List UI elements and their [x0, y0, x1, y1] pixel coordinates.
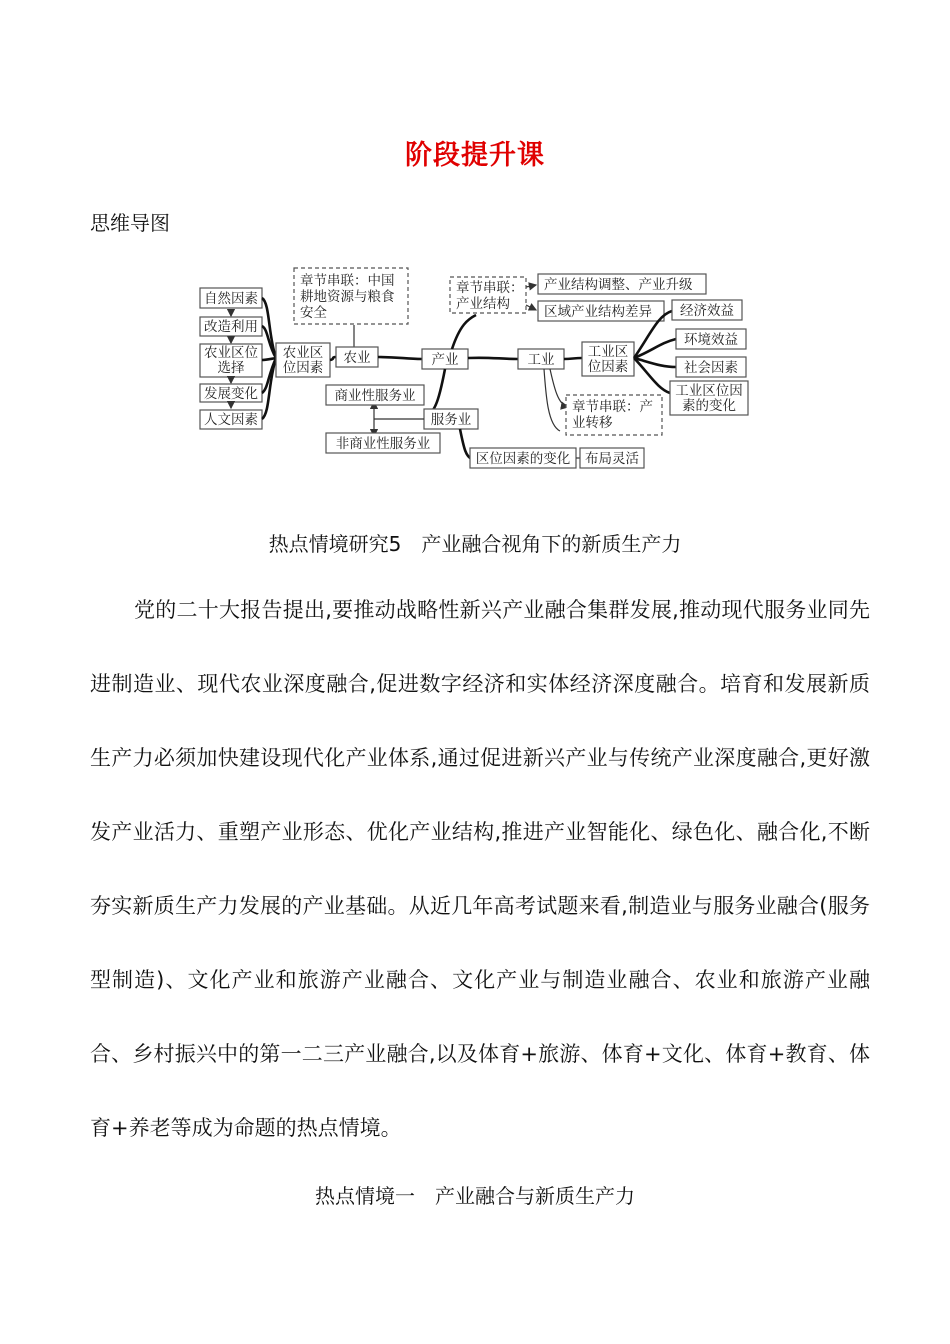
- effect-environment: 环境效益: [684, 332, 738, 348]
- mind-map: [190, 265, 760, 480]
- commercial-service: 商业性服务业: [334, 388, 416, 404]
- factor-location-choice-2: 选择: [217, 360, 245, 376]
- page-title: 阶段提升课: [405, 140, 545, 171]
- body-paragraph: 党的二十大报告提出,要推动战略性新兴产业融合集群发展,推动现代服务业同先进制造业、现代农业深度融合,促进数字经济和实体经济深度融合。培育和发展新质生产力必须加快建设现代化产业体系,通过促进新兴产业与传统产业深度融合,更好激发产业活力、重塑产业形态、优化产业结构,推进产业智能化、绿色化、融合化,不断夯实新质生产力发展的产业基础。从近几年高考试题来看,制造业与服务业融合(服务型制造)、文化产业和旅游产业融合、文化产业与制造业融合、农业和旅游产业融合、乡村振兴中的第一二三产业融合,以及体育+旅游、体育+文化、体育+教育、体育+养老等成为命题的热点情境。: [90, 598, 870, 1140]
- agri-location-factors-1: 农业区: [282, 345, 324, 361]
- section-label: 思维导图: [90, 211, 170, 235]
- agriculture-node: 农业: [343, 350, 371, 366]
- struct-note-1: 章节串联：: [456, 280, 524, 296]
- transfer-note-1: 章节串联：产: [572, 399, 653, 415]
- agri-factors: [200, 288, 262, 429]
- subheading-research: 热点情境研究5 产业融合视角下的新质生产力: [268, 532, 682, 556]
- agri-location-factors-2: 位因素: [282, 360, 324, 376]
- industry-center: 产业: [431, 352, 459, 368]
- agri-note-3: 安全: [300, 305, 327, 321]
- agri-note-1: 章节串联：中国: [300, 273, 395, 289]
- factor-human: 人文因素: [204, 412, 258, 428]
- ind-change-1: 工业区位因: [675, 383, 743, 399]
- agri-note-2: 耕地资源与粮食: [300, 289, 395, 305]
- transfer-note-2: 业转移: [572, 415, 613, 431]
- ind-location-1: 工业区: [587, 344, 629, 360]
- factor-natural: 自然因素: [204, 291, 258, 307]
- location-change: 区位因素的变化: [475, 451, 571, 467]
- ind-location-2: 位因素: [587, 359, 629, 375]
- flexible-layout: 布局灵活: [585, 451, 639, 467]
- industry-node: 工业: [527, 352, 555, 368]
- factor-development: 发展变化: [204, 386, 258, 402]
- factor-location-choice-1: 农业区位: [204, 345, 258, 361]
- effect-economic: 经济效益: [680, 303, 734, 319]
- subheading-scenario: 热点情境一 产业融合与新质生产力: [315, 1184, 635, 1208]
- struct-item-2: 区域产业结构差异: [544, 304, 652, 320]
- noncommercial-service: 非商业性服务业: [335, 436, 431, 452]
- service-node: 服务业: [430, 412, 472, 428]
- effect-social: 社会因素: [684, 360, 738, 376]
- struct-note-2: 产业结构: [456, 296, 510, 312]
- ind-change-2: 素的变化: [682, 398, 736, 414]
- factor-transform: 改造利用: [204, 319, 258, 335]
- struct-item-1: 产业结构调整、产业升级: [544, 277, 693, 293]
